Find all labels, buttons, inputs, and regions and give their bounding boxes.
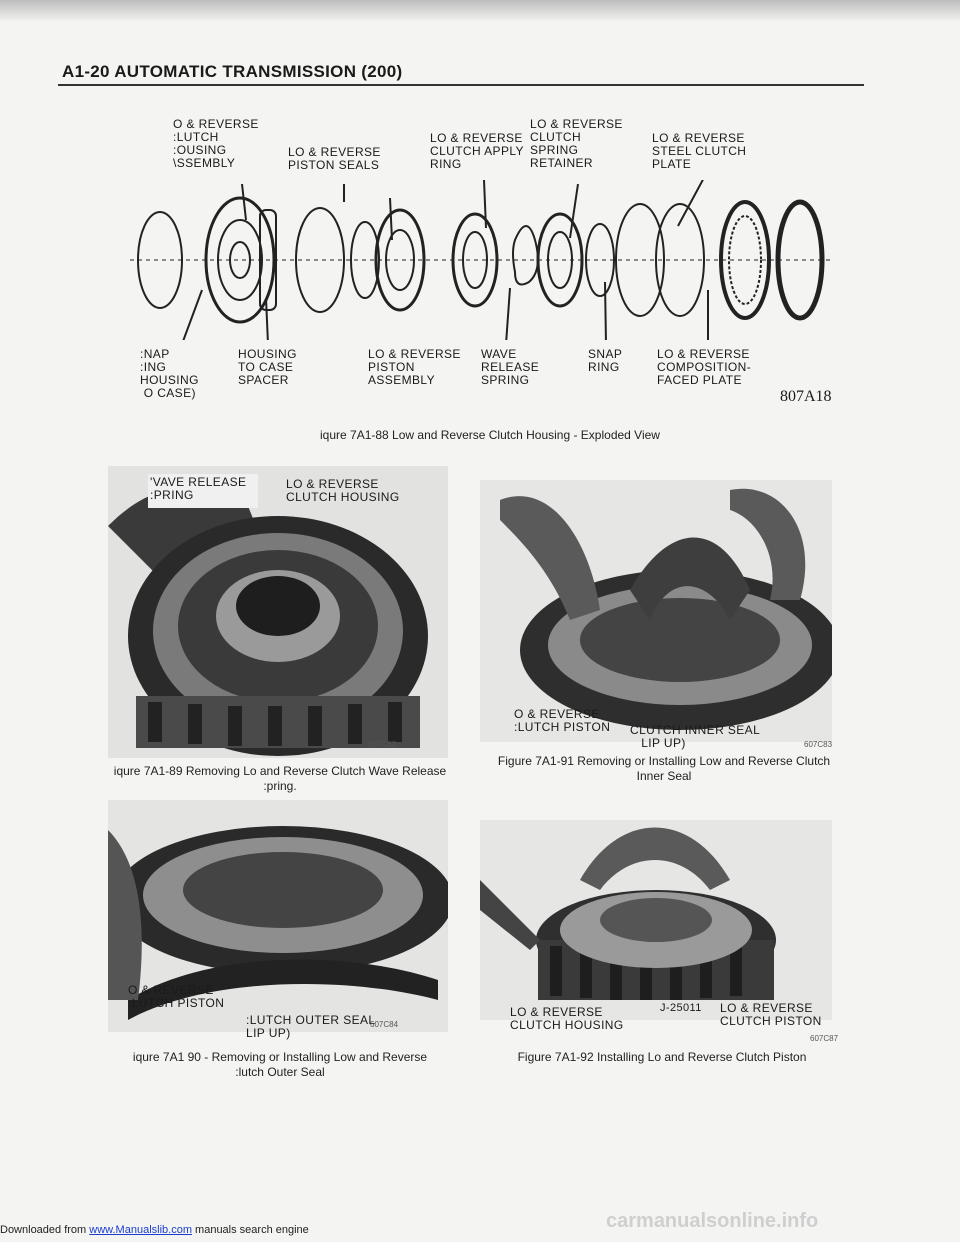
photo-code-c87: 607C87 (810, 1034, 839, 1043)
photo-inner-seal (480, 480, 832, 742)
photo-code-c84: 607C84 (370, 1020, 399, 1029)
label-inner-seal-photo: CLUTCH INNER SEAL LIP UP) (630, 723, 761, 750)
label-composition-plate: LO & REVERSE COMPOSITION- FACED PLATE (657, 347, 752, 387)
scan-shadow (0, 0, 960, 22)
footer-suffix: manuals search engine (191, 1224, 309, 1236)
photo-installing-piston (480, 820, 832, 1020)
label-clutch-piston-photo: O & REVERSE :LUTCH PISTON (514, 707, 611, 734)
exploded-view-drawing (130, 180, 830, 340)
label-piston-seals: LO & REVERSE PISTON SEALS (288, 145, 381, 172)
photo-wave-spring-removal (108, 466, 448, 758)
photo-code-c83: 607C83 (804, 740, 833, 749)
label-clutch-apply-ring: LO & REVERSE CLUTCH APPLY RING (430, 131, 524, 171)
figure-caption-88: iqure 7A1-88 Low and Reverse Clutch Housing - Exploded View (320, 428, 660, 442)
figure-caption-90: iqure 7A1 90 - Removing or Installing Low and Reverse :lutch Outer Seal (132, 1050, 428, 1079)
footer-prefix: Downloaded from (0, 1224, 90, 1236)
label-snap-ring-2: SNAP RING (588, 347, 623, 374)
watermark: carmanualsonline.info (606, 1210, 819, 1232)
label-outer-seal-photo: :LUTCH OUTER SEAL LIP UP) (246, 1013, 376, 1040)
label-snap-ring: :NAP :ING HOUSING O CASE) (140, 347, 199, 400)
label-piston-assembly: LO & REVERSE PISTON ASSEMBLY (368, 347, 461, 387)
figure-caption-91: Figure 7A1-91 Removing or Installing Low and Reverse Clutch Inner Seal (497, 754, 831, 783)
figure-caption-89: iqure 7A1-89 Removing Lo and Reverse Clutch Wave Release :pring. (113, 764, 447, 793)
label-spring-retainer: LO & REVERSE CLUTCH SPRING RETAINER (530, 117, 623, 170)
label-piston-photo-3: O & REVERSE :LUTCH PISTON (128, 983, 225, 1010)
footer-link[interactable]: www.Manualslib.com (89, 1224, 192, 1236)
page-footer (0, 1224, 309, 1236)
label-steel-clutch-plate: LO & REVERSE STEEL CLUTCH PLATE (652, 131, 747, 171)
label-clutch-piston-photo-4: LO & REVERSE CLUTCH PISTON (720, 1001, 822, 1028)
page-header: A1-20 AUTOMATIC TRANSMISSION (200) (62, 62, 403, 81)
drawing-code: 807A18 (780, 388, 832, 405)
label-housing-spacer: HOUSING TO CASE SPACER (238, 347, 297, 387)
label-wave-release-spring-photo: 'VAVE RELEASE :PRING (150, 475, 247, 502)
figure-caption-92: Figure 7A1-92 Installing Lo and Reverse Clutch Piston (517, 1050, 807, 1064)
label-tool-number: J-25011 (660, 1002, 702, 1014)
label-clutch-housing-photo: LO & REVERSE CLUTCH HOUSING (286, 477, 400, 504)
label-wave-release-spring: WAVE RELEASE SPRING (481, 347, 540, 387)
label-housing-assembly: O & REVERSE :LUTCH :OUSING \SSEMBLY (173, 117, 259, 170)
label-clutch-housing-photo-4: LO & REVERSE CLUTCH HOUSING (510, 1005, 624, 1032)
header-rule (58, 84, 864, 86)
photo-code-c82: 607C82 (368, 740, 397, 749)
